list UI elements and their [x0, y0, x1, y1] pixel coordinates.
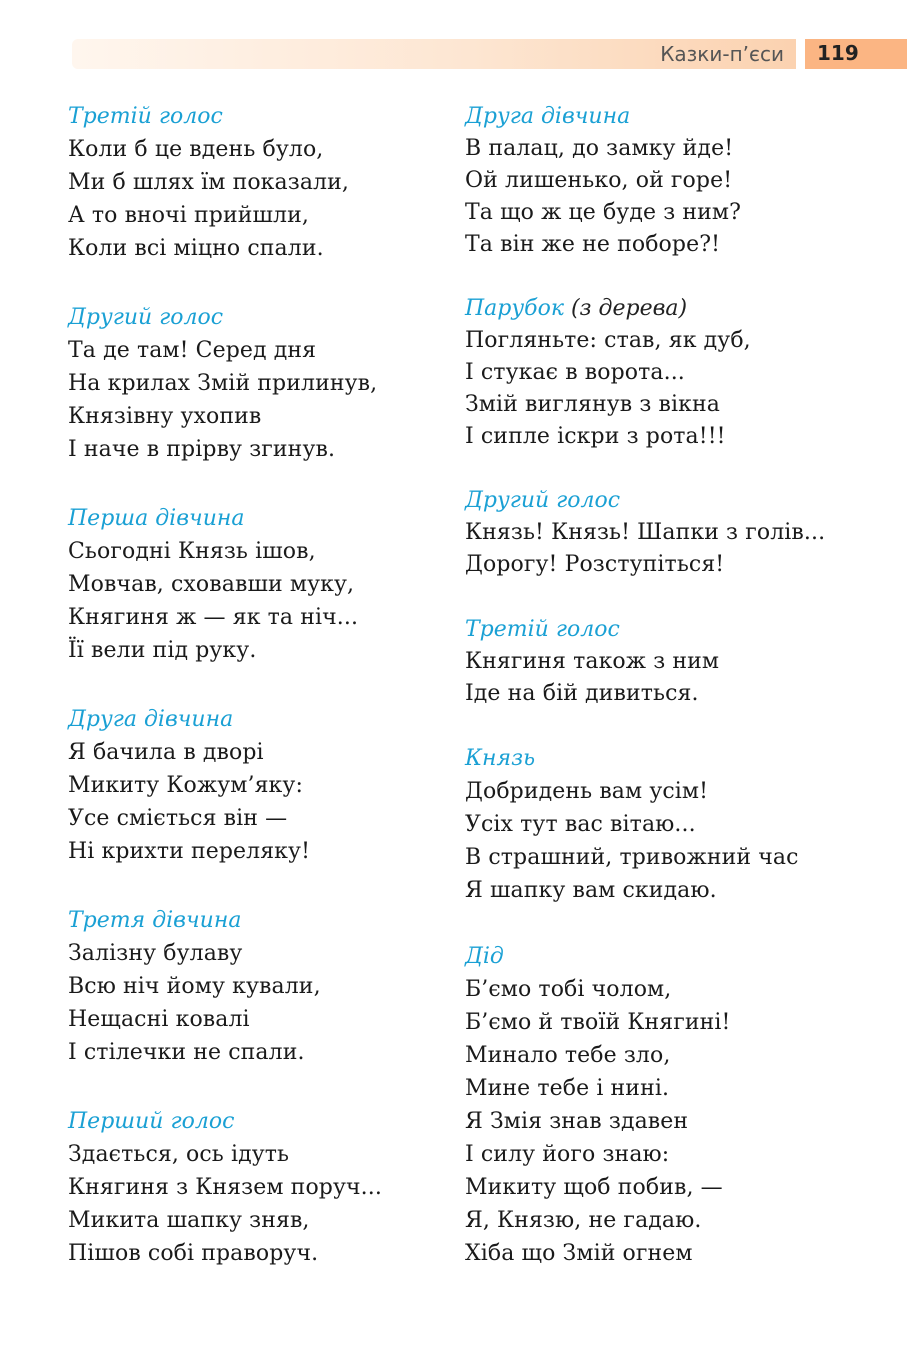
verse-line: На крилах Змій прилинув,	[68, 371, 378, 396]
verse-line: Ні крихти переляку!	[68, 839, 311, 864]
verse-line: Коли всі міцно спали.	[68, 236, 324, 261]
speaker-name: Третя дівчина	[68, 908, 242, 933]
verse-line: Сьогодні Князь ішов,	[68, 539, 316, 564]
speaker-name: Третій голос	[68, 104, 223, 129]
verse-line: А то вночі прийшли,	[68, 203, 309, 228]
speaker-name: Другий голос	[465, 488, 621, 513]
verse-line: Ой лишенько, ой горе!	[465, 168, 733, 193]
verse-line: Та де там! Серед дня	[68, 338, 317, 363]
stanza	[465, 101, 905, 261]
stanza	[68, 101, 438, 265]
verse-line: Князь! Князь! Шапки з голів...	[465, 520, 826, 545]
speaker-name: Перший голос	[68, 1109, 235, 1134]
verse-line: Мовчав, сховавши муку,	[68, 572, 355, 597]
verse-line: Погляньте: став, як дуб,	[465, 328, 751, 353]
verse-line: І стукає в ворота...	[465, 360, 685, 385]
stanza	[68, 1106, 438, 1270]
verse-line: Залізну булаву	[68, 941, 243, 966]
verse-line: Та він же не поборе?!	[465, 232, 721, 257]
verse-line: Микиту щоб побив, —	[465, 1175, 723, 1200]
speaker-name: Князь	[465, 746, 536, 771]
verse-line: Всю ніч йому кували,	[68, 974, 321, 999]
stanza	[465, 743, 905, 907]
verse-line: Б’ємо тобі чолом,	[465, 977, 672, 1002]
speaker-name: Парубок	[465, 296, 564, 321]
verse-line: Б’ємо й твоїй Княгині!	[465, 1010, 731, 1035]
verse-line: Я Змія знав здавен	[465, 1109, 689, 1134]
verse-line: Іде на бій дивиться.	[465, 681, 699, 706]
verse-line: Микиту Кожум’яку:	[68, 773, 303, 798]
verse-line: І наче в прірву згинув.	[68, 437, 336, 462]
verse-line: Я, Князю, не гадаю.	[465, 1208, 702, 1233]
verse-line: Здається, ось ідуть	[68, 1142, 290, 1167]
speaker-name: Дід	[465, 944, 504, 969]
stanza	[465, 485, 905, 581]
section-title: Казки-п’єси	[660, 42, 784, 66]
verse-line: Добридень вам усім!	[465, 779, 709, 804]
verse-line: Її вели під руку.	[68, 638, 257, 663]
stanza	[68, 905, 438, 1069]
verse-line: Усіх тут вас вітаю...	[465, 812, 696, 837]
stage-direction: (з дерева)	[570, 296, 688, 321]
speaker-line	[465, 293, 905, 325]
speaker-name: Друга дівчина	[465, 104, 631, 129]
verse-line: Нещасні ковалі	[68, 1007, 250, 1032]
verse-line: Дорогу! Розступіться!	[465, 552, 725, 577]
verse-line: Пішов собі праворуч.	[68, 1241, 319, 1266]
verse-line: Коли б це вдень було,	[68, 137, 324, 162]
verse-line: Минало тебе зло,	[465, 1043, 671, 1068]
speaker-name: Друга дівчина	[68, 707, 234, 732]
verse-line: В страшний, тривожний час	[465, 845, 799, 870]
verse-line: Усе сміється він —	[68, 806, 288, 831]
verse-line: Князівну ухопив	[68, 404, 262, 429]
verse-line: І силу його знаю:	[465, 1142, 670, 1167]
verse-line: Княгиня також з ним	[465, 649, 720, 674]
speaker-name: Другий голос	[68, 305, 224, 330]
verse-line: В палац, до замку йде!	[465, 136, 734, 161]
stanza	[465, 293, 905, 453]
verse-line: Микита шапку зняв,	[68, 1208, 310, 1233]
verse-line: І сипле іскри з рота!!!	[465, 424, 726, 449]
stanza	[68, 503, 438, 667]
verse-line: І стілечки не спали.	[68, 1040, 305, 1065]
verse-line: Я шапку вам скидаю.	[465, 878, 717, 903]
verse-line: Ми б шлях їм показали,	[68, 170, 349, 195]
verse-line: Княгиня з Князем поруч...	[68, 1175, 382, 1200]
stanza	[68, 704, 438, 868]
left-column	[68, 101, 438, 1270]
verse-line: Я бачила в дворі	[68, 740, 264, 765]
speaker-name: Перша дівчина	[68, 506, 245, 531]
verse-line: Княгиня ж — як та ніч...	[68, 605, 359, 630]
running-header	[72, 39, 796, 69]
verse-line: Та що ж це буде з ним?	[465, 200, 742, 225]
stanza	[68, 302, 438, 466]
right-column	[465, 101, 905, 1270]
speaker-name: Третій голос	[465, 617, 620, 642]
stanza	[465, 941, 905, 1270]
verse-line: Мине тебе і нині.	[465, 1076, 670, 1101]
page-number: 119	[817, 41, 859, 65]
page-number-box	[805, 39, 907, 69]
stanza	[465, 614, 905, 710]
verse-line: Хіба що Змій огнем	[465, 1241, 693, 1266]
verse-line: Змій виглянув з вікна	[465, 392, 720, 417]
